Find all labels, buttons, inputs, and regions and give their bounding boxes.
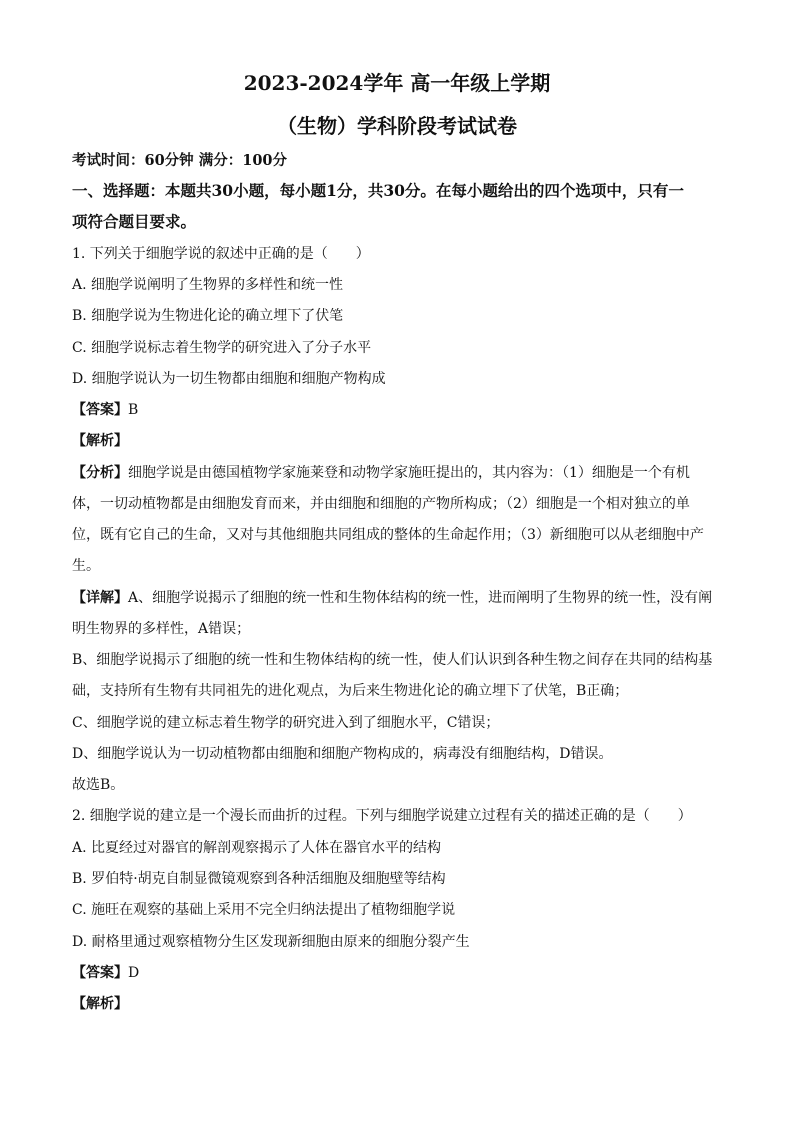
q1-answer [72,400,138,420]
answer-value: B [128,402,139,418]
q1-option-c: C. 细胞学说标志着生物学的研究进入了分子水平 [72,340,372,356]
q2-answer [72,963,139,983]
q1-detail-line-4: 础，支持所有生物有共同祖先的进化观点，为后来生物进化论的确立埋下了伏笔，B正确； [72,683,629,699]
exam-info: 考试时间：60分钟 满分：100分 [72,152,287,169]
q1-detail-line-6: D、细胞学说认为一切动植物都由细胞和细胞产物构成的，病毒没有细胞结构，D错误。 [72,746,613,762]
q1-option-d: D. 细胞学说认为一切生物都由细胞和细胞产物构成 [72,371,386,387]
q1-option-b: B. 细胞学说为生物进化论的确立埋下了伏笔 [72,308,344,324]
q1-fenxi-line-1 [72,463,690,483]
question-2-stem: 2. 细胞学说的建立是一个漫长而曲折的过程。下列与细胞学说建立过程有关的描述正确的是（ ） [72,808,692,824]
q2-option-d: D. 耐格里通过观察植物分生区发现新细胞由原来的细胞分裂产生 [72,934,470,950]
q1-detail-line-2: 明生物界的多样性，A错误； [72,621,251,637]
q1-fenxi-line-2: 体，一切动植物都是由细胞发育而来，并由细胞和细胞的产物所构成；（2）细胞是一个相对独立的单 [72,496,690,512]
q1-option-a: A. 细胞学说阐明了生物界的多样性和统一性 [72,277,344,293]
section-heading-cont: 项符合题目要求。 [72,212,197,231]
q1-fenxi-line-4: 生。 [72,558,100,574]
answer-tag: 【答案】 [72,402,128,418]
question-1-stem: 1. 下列关于细胞学说的叙述中正确的是（ ） [72,246,370,262]
answer-value: D [128,965,140,981]
fenxi-text: 细胞学说是由德国植物学家施莱登和动物学家施旺提出的，其内容为：（1）细胞是一个有机 [128,465,690,481]
answer-tag: 【答案】 [72,965,128,981]
q2-option-a: A. 比夏经过对器官的解剖观察揭示了人体在器官水平的结构 [72,840,442,856]
q1-detail-line-5: C、细胞学说的建立标志着生物学的研究进入到了细胞水平，C错误； [72,715,500,731]
detail-text: A、细胞学说揭示了细胞的统一性和生物体结构的统一性，进而阐明了生物界的统一性，没有阐 [128,590,713,606]
q1-detail-line-7: 故选B。 [72,777,125,793]
q2-option-b: B. 罗伯特·胡克自制显微镜观察到各种活细胞及细胞壁等结构 [72,871,446,887]
q1-detail-line-1 [72,588,712,608]
section-heading: 一、选择题：本题共30小题，每小题1分，共30分。在每小题给出的四个选项中，只有一 [72,181,684,200]
page-title: 2023-2024学年 高一年级上学期 [243,71,551,95]
q1-detail-line-3: B、细胞学说揭示了细胞的统一性和生物体结构的统一性，使人们认识到各种生物之间存在共同的结构基 [72,652,713,668]
q1-fenxi-line-3: 位，既有它自己的生命，又对与其他细胞共同组成的整体的生命起作用；（3）新细胞可以从老细胞中产 [72,527,704,543]
detail-tag: 【详解】 [72,590,128,606]
q2-analysis-tag: 【解析】 [72,996,128,1012]
fenxi-tag: 【分析】 [72,465,128,481]
page-subtitle: （生物）学科阶段考试试卷 [277,114,517,138]
q2-option-c: C. 施旺在观察的基础上采用不完全归纳法提出了植物细胞学说 [72,902,456,918]
q1-analysis-tag: 【解析】 [72,433,128,449]
